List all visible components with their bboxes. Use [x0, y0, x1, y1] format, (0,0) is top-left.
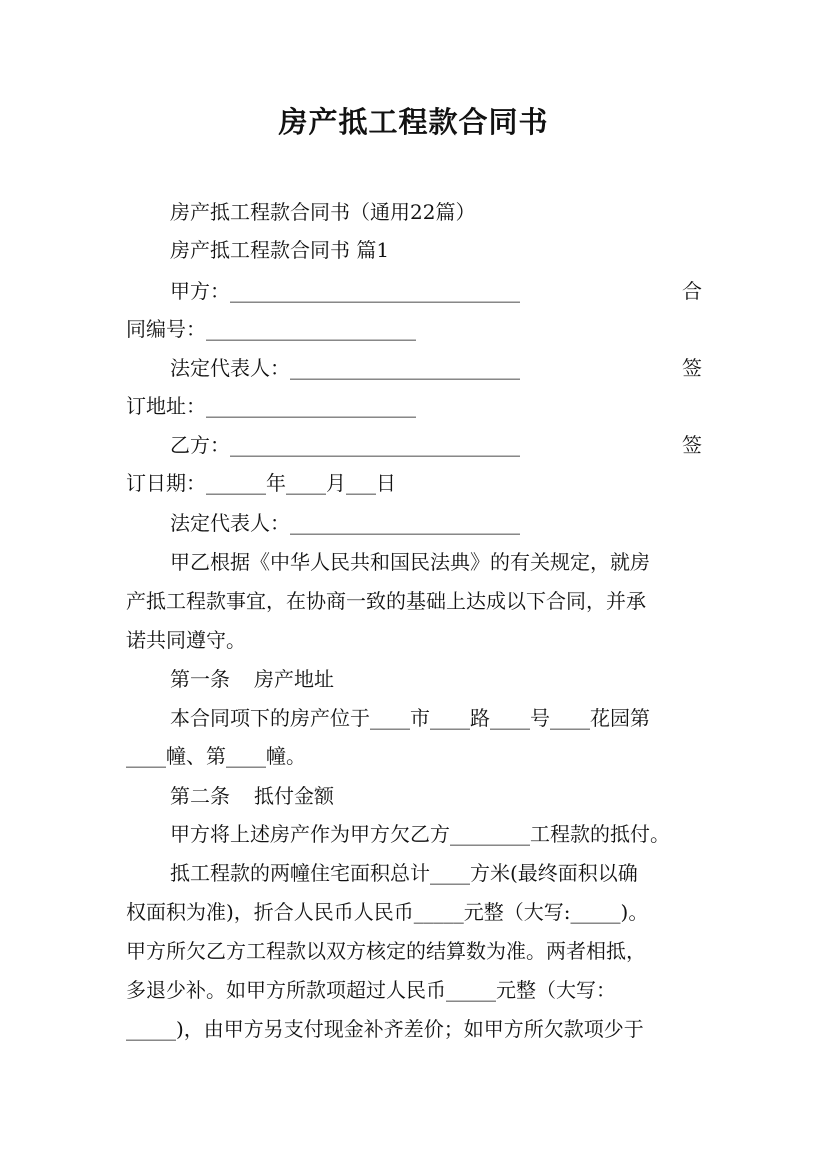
article-2-title: 抵付金额	[254, 784, 334, 808]
preamble-line-3: 诺共同遵守。	[126, 628, 246, 652]
article-1-heading	[170, 665, 334, 693]
contract-no-field: 同编号：_____________________	[126, 317, 416, 341]
legal-rep-b-field: 法定代表人：_______________________	[170, 511, 520, 535]
article-1-number: 第一条	[170, 667, 230, 691]
party-b-field: 乙方：_____________________________	[170, 433, 520, 457]
document-subtitle: 房产抵工程款合同书（通用22篇）	[170, 200, 476, 224]
article-2-number: 第二条	[170, 784, 230, 808]
article-2-line-2: 抵工程款的两幢住宅面积总计____方米(最终面积以确	[170, 861, 638, 885]
sign-place-field: 订地址：_____________________	[126, 394, 416, 418]
legal-rep-a-field: 法定代表人：_______________________	[170, 356, 520, 380]
sign-place-prefix: 签	[682, 356, 702, 380]
article-1-line-1: 本合同项下的房产位于____市____路____号____花园第	[170, 706, 650, 730]
preamble-line-1: 甲乙根据《中华人民共和国民法典》的有关规定，就房	[170, 550, 650, 574]
contract-no-prefix: 合	[682, 279, 702, 303]
sign-date-field: 订日期：______年____月___日	[126, 471, 396, 495]
sign-date-prefix: 签	[682, 433, 702, 457]
article-2-line-3: 权面积为准)，折合人民币人民币_____元整（大写:_____)。	[126, 900, 649, 924]
article-1-line-2: ____幢、第____幢。	[126, 744, 306, 768]
document-title: 房产抵工程款合同书	[278, 105, 549, 139]
article-2-line-6: _____)，由甲方另支付现金补齐差价；如甲方所欠款项少于	[126, 1017, 644, 1041]
section-heading: 房产抵工程款合同书 篇1	[170, 238, 390, 262]
preamble-line-2: 产抵工程款事宜，在协商一致的基础上达成以下合同，并承	[126, 589, 646, 613]
article-1-title: 房产地址	[254, 667, 334, 691]
article-2-line-5: 多退少补。如甲方所款项超过人民币_____元整（大写：	[126, 978, 616, 1002]
article-2-line-1: 甲方将上述房产作为甲方欠乙方________工程款的抵付。	[170, 822, 670, 846]
article-2-heading	[170, 782, 334, 810]
article-2-line-4: 甲方所欠乙方工程款以双方核定的结算数为准。两者相抵，	[126, 939, 646, 963]
party-a-field: 甲方：_____________________________	[170, 279, 520, 303]
